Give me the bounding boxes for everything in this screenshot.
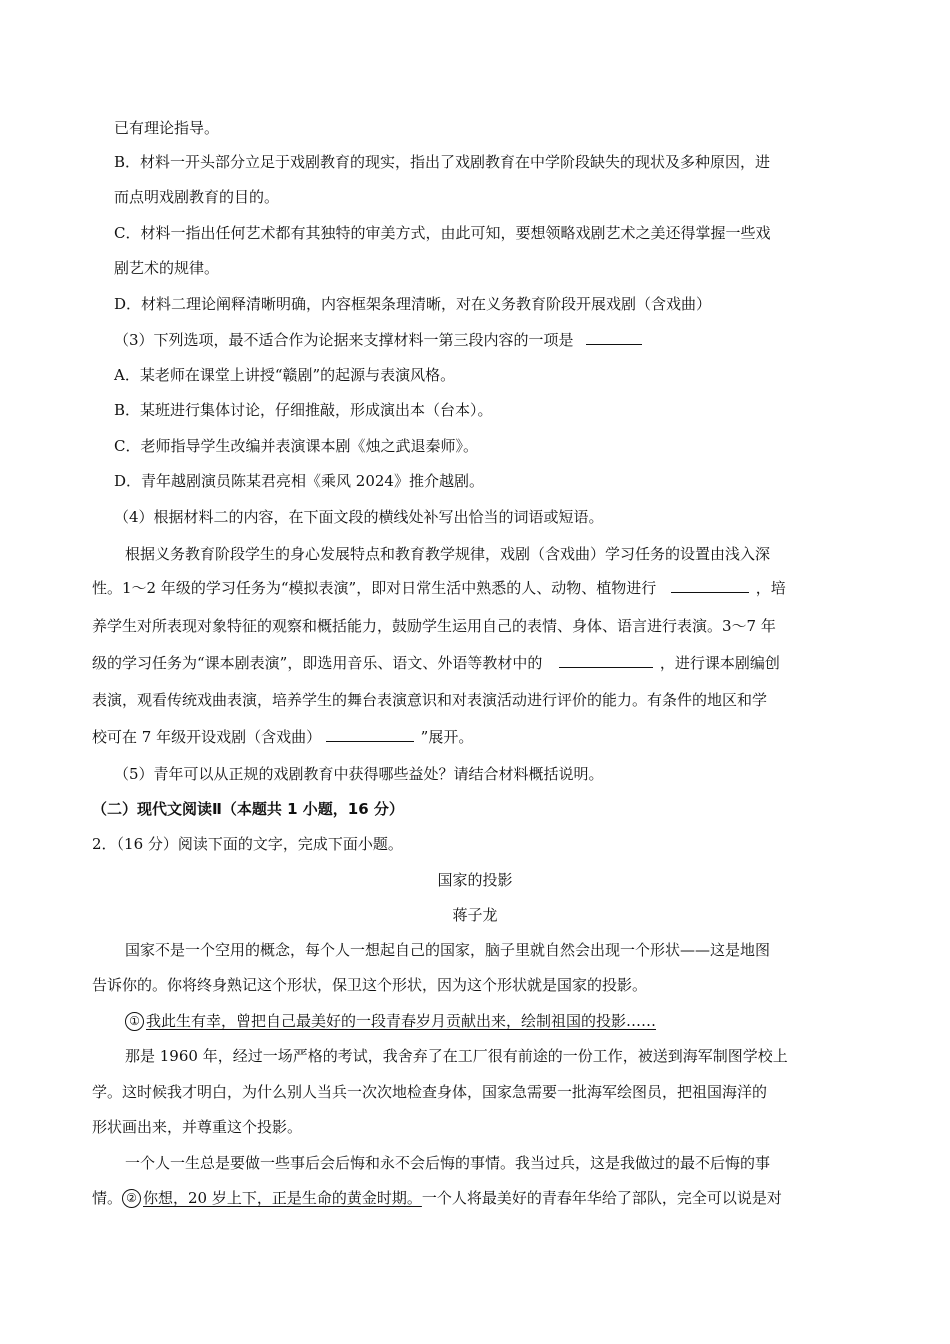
- article-para1-line1: 国家不是一个空用的概念，每个人一想起自己的国家，脑子里就自然会出现一个形状——这是地图: [125, 941, 771, 959]
- q3-option-d: D．青年越剧演员陈某君亮相《乘风 2024》推介越剧。: [114, 472, 484, 490]
- fill-text-2b: ，培: [755, 579, 786, 597]
- article-para1-line2: 告诉你的。你将终身熟记这个形状，保卫这个形状，因为这个形状就是国家的投影。: [92, 976, 648, 994]
- option-b-line2: 而点明戏剧教育的目的。: [114, 188, 280, 206]
- question-5: （5）青年可以从正规的戏剧教育中获得哪些益处？请结合材料概括说明。: [114, 765, 604, 783]
- option-a-continuation: 已有理论指导。: [114, 119, 220, 137]
- answer-blank[interactable]: [586, 328, 642, 345]
- question-3: [114, 328, 642, 352]
- para4-text-a: 情。: [92, 1189, 123, 1207]
- sentence-marker-2: ②: [122, 1189, 141, 1208]
- fill-text-2a: 性。1～2 年级的学习任务为“模拟表演”，即对日常生活中熟悉的人、动物、植物进行: [92, 579, 657, 597]
- fill-paragraph-line1: 根据义务教育阶段学生的身心发展特点和教育教学规律，戏剧（含戏曲）学习任务的设置由浅入深: [125, 545, 771, 563]
- fill-paragraph-line4: [92, 651, 780, 675]
- q3-option-b: B．某班进行集体讨论，仔细推敲，形成演出本（台本）。: [114, 401, 493, 419]
- article-para3-line1: 那是 1960 年，经过一场严格的考试，我舍弃了在工厂很有前途的一份工作，被送到海军制图学校上: [125, 1047, 788, 1065]
- fill-paragraph-line2: [92, 576, 786, 600]
- underlined-sentence-1: 我此生有幸，曾把自己最美好的一段青春岁月贡献出来，绘制祖国的投影……: [146, 1012, 657, 1030]
- underlined-sentence-2: 你想，20 岁上下，正是生命的黄金时期。: [143, 1189, 422, 1207]
- para4-text-c: 一个人将最美好的青春年华给了部队，完全可以说是对: [421, 1189, 782, 1207]
- fill-text-4b: ，进行课本剧编创: [659, 654, 780, 672]
- article-para2: [125, 1009, 656, 1033]
- fill-text-6a: 校可在 7 年级开设戏剧（含戏曲）: [92, 728, 322, 746]
- fill-blank-2[interactable]: [559, 651, 653, 668]
- article-para4-line1: 一个人一生总是要做一些事后会后悔和永不会后悔的事情。我当过兵，这是我做过的最不后悔的事: [125, 1154, 771, 1172]
- question-3-text: （3）下列选项，最不适合作为论据来支撑材料一第三段内容的一项是: [114, 331, 574, 349]
- option-c-line1: C．材料一指出任何艺术都有其独特的审美方式，由此可知，要想领略戏剧艺术之美还得掌握一些戏: [114, 224, 771, 242]
- fill-paragraph-line6: [92, 725, 473, 749]
- q3-option-a: A．某老师在课堂上讲授“赣剧”的起源与表演风格。: [114, 366, 456, 384]
- fill-blank-3[interactable]: [326, 725, 414, 742]
- article-para3-line3: 形状画出来，并尊重这个投影。: [92, 1118, 303, 1136]
- article-title: 国家的投影: [437, 871, 513, 889]
- fill-blank-1[interactable]: [671, 576, 749, 593]
- article-para3-line2: 学。这时候我才明白，为什么别人当兵一次次地检查身体，国家急需要一批海军绘图员，把祖国海洋的: [92, 1083, 768, 1101]
- fill-text-6b: ”展开。: [420, 728, 474, 746]
- article-para4-line2: [92, 1186, 782, 1210]
- question-2-intro: 2．（16 分）阅读下面的文字，完成下面小题。: [92, 835, 403, 853]
- sentence-marker-1: ①: [125, 1012, 144, 1031]
- fill-paragraph-line3: 养学生对所表现对象特征的观察和概括能力，鼓励学生运用自己的表情、身体、语言进行表演。3～7 年: [92, 617, 776, 635]
- option-d: D．材料二理论阐释清晰明确，内容框架条理清晰，对在义务教育阶段开展戏剧（含戏曲）: [114, 295, 712, 313]
- section-heading: （二）现代文阅读Ⅱ（本题共 1 小题，16 分）: [92, 800, 404, 818]
- question-4: （4）根据材料二的内容，在下面文段的横线处补写出恰当的词语或短语。: [114, 508, 604, 526]
- option-b-line1: B．材料一开头部分立足于戏剧教育的现实，指出了戏剧教育在中学阶段缺失的现状及多种原因，进: [114, 153, 771, 171]
- article-author: 蒋子龙: [452, 906, 498, 924]
- q3-option-c: C．老师指导学生改编并表演课本剧《烛之武退秦师》。: [114, 437, 478, 455]
- fill-paragraph-line5: 表演，观看传统戏曲表演，培养学生的舞台表演意识和对表演活动进行评价的能力。有条件的地区和学: [92, 691, 768, 709]
- option-c-line2: 剧艺术的规律。: [114, 259, 220, 277]
- fill-text-4a: 级的学习任务为“课本剧表演”，即选用音乐、语文、外语等教材中的: [92, 654, 543, 672]
